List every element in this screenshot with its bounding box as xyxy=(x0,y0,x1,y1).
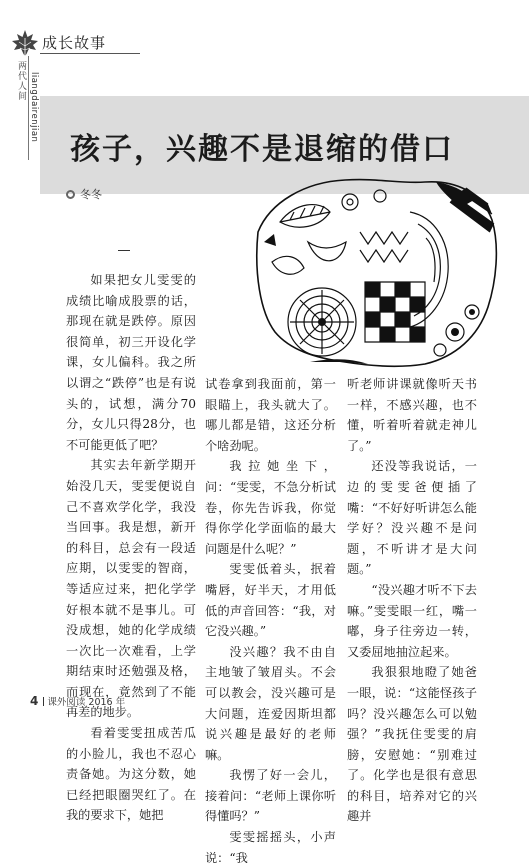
paragraph: 其实去年新学期开始没几天，雯雯便说自己不喜欢学化学，我没当回事。我是想，新开的科目，总会有一段适应期，以雯雯的智商，等适应过来，把化学学好根本就不是事儿。可没成想，她的化学成绩一次比一次难看，上学期结束时还勉强及格，而现在，竟然到了不能再差的地步。 xyxy=(66,458,196,720)
paragraph: 看着雯雯扭成苦瓜的小脸儿，我也不忍心责备她。为这分数，她已经把眼圈哭红了。在我的要求下，她把 xyxy=(66,726,196,823)
paragraph: 我狠狠地瞪了她爸一眼，说：“这能怪孩子吗？没兴趣怎么可以勉强？”我抚住雯雯的肩膀，安慰她：“别难过了。化学也是很有意思的科目，培养对它的兴趣并 xyxy=(347,665,477,824)
sidebar-column-name: 两代人间 xyxy=(18,62,28,102)
section-title: 成长故事 xyxy=(42,34,107,52)
paragraph: 听老师讲课就像听天书一样，不感兴趣，也不懂，听着听着就走神儿了。” xyxy=(347,377,477,453)
paragraph: 我愣了好一会儿，接着问：“老师上课你听得懂吗？” xyxy=(205,768,336,824)
page-number: 4 xyxy=(30,694,39,708)
paragraph: 没兴趣？我不由自主地皱了皱眉头。不会可以教会，没兴趣可是大问题，连爱因斯坦都说兴趣是最好的老师嘛。 xyxy=(205,644,336,762)
paragraph: 如果把女儿雯雯的成绩比喻成股票的话，那现在就是跌停。原因很简单，初三开设化学课，女儿偏科。我之所以谓之“跌停”也是有说头的，试想，满分70分，女儿只得28分，也不可能更低了吧？ xyxy=(66,273,196,452)
lead-dash xyxy=(118,250,130,251)
paragraph: “没兴趣才听不下去嘛。”雯雯眼一红，嘴一嘟，身子往旁边一转，又委屈地抽泣起来。 xyxy=(347,582,477,659)
paragraph: 雯雯摇摇头，小声说：“我 xyxy=(205,830,336,865)
article-title: 孩子，兴趣不是退缩的借口 xyxy=(70,132,454,167)
footer-divider xyxy=(43,697,44,706)
author-circle-icon xyxy=(66,190,75,199)
issue-year: 2016 年 xyxy=(88,697,126,708)
header-divider xyxy=(40,53,140,54)
article-column-1 xyxy=(66,270,196,826)
paragraph: 还没等我说话，一边的雯雯爸便插了嘴：“不好好听讲怎么能学好？没兴趣不是问题，不听讲才是大问题。” xyxy=(347,459,477,577)
article-column-3 xyxy=(347,374,477,827)
zentangle-illustration xyxy=(250,172,500,370)
paragraph: 我拉她坐下，问：“雯雯，不急分析试卷，你先告诉我，你觉得你学化学面临的最大问题是什么呢？” xyxy=(205,459,336,556)
author-byline xyxy=(66,186,102,202)
paragraph: 雯雯低着头，抿着嘴唇，好半天，才用低低的声音回答：“我，对它没兴趣。” xyxy=(205,562,336,639)
magazine-name: 课外阅读 xyxy=(47,697,86,708)
page-footer xyxy=(30,694,125,708)
article-column-2 xyxy=(205,374,336,868)
sidebar-column-pinyin: liangdairenjian xyxy=(29,72,39,143)
maple-leaf-icon xyxy=(8,28,42,58)
paragraph: 试卷拿到我面前，第一眼瞄上，我头就大了。哪儿都是错，这还分析个啥劲呢。 xyxy=(205,377,336,453)
author-name: 冬冬 xyxy=(80,188,102,201)
